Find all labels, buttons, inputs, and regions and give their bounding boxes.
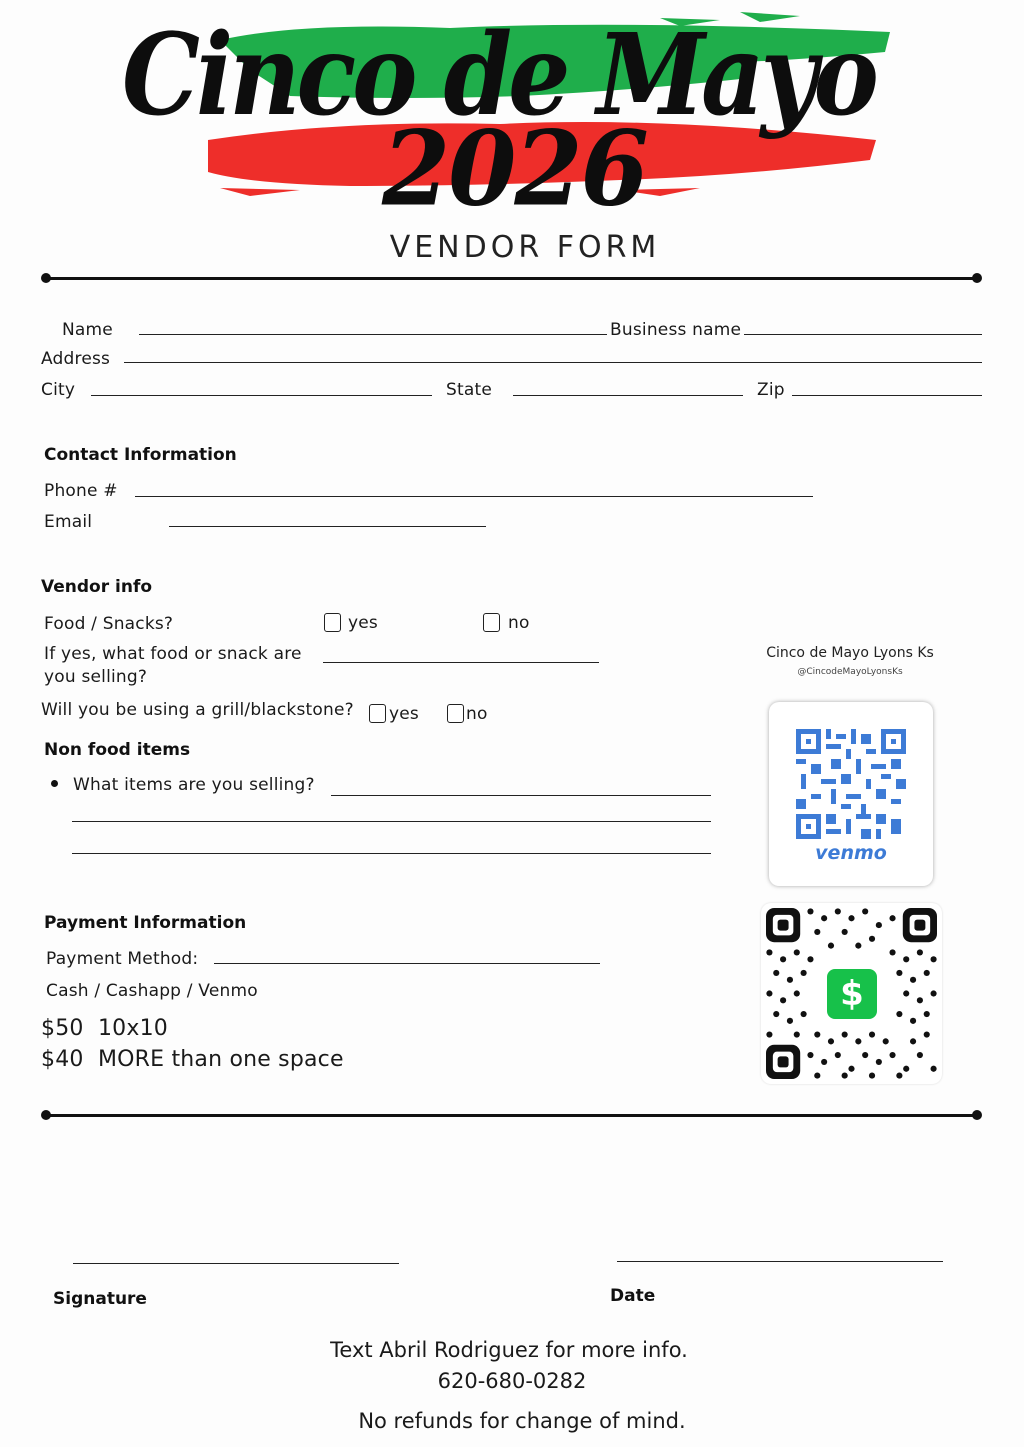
zip-label: Zip [757, 380, 785, 400]
email-label: Email [44, 512, 93, 532]
vendor-heading: Vendor info [41, 577, 153, 597]
zip-field[interactable] [792, 395, 982, 396]
payment-method-label: Payment Method: [46, 949, 199, 969]
signature-field[interactable] [73, 1263, 399, 1264]
top-divider [46, 277, 976, 280]
city-label: City [41, 380, 76, 400]
bottom-divider-left-dot [41, 1110, 51, 1120]
food-no-checkbox[interactable] [483, 613, 500, 632]
cashapp-logo [827, 969, 877, 1019]
cashapp-qr-card[interactable] [761, 903, 942, 1084]
food-yes-checkbox[interactable] [324, 613, 341, 632]
title-line-1: Cinco de Mayo [122, 9, 875, 142]
food-question: Food / Snacks? [44, 614, 174, 634]
venmo-qr-card[interactable] [769, 702, 933, 886]
contact-heading: Contact Information [44, 445, 237, 465]
nonfood-field-1[interactable] [331, 795, 711, 796]
cashapp-dollar-icon: $ [840, 974, 864, 1014]
address-field[interactable] [124, 362, 982, 363]
nonfood-question: What items are you selling? [73, 775, 315, 795]
title-banner [100, 0, 900, 240]
grill-no-label: no [466, 704, 488, 724]
phone-field[interactable] [135, 496, 813, 497]
bottom-divider [46, 1114, 976, 1117]
payment-methods-text: Cash / Cashapp / Venmo [46, 981, 258, 1001]
title-line-2: 2026 [382, 109, 647, 230]
venmo-qr-code-icon [796, 729, 906, 839]
business-name-label: Business name [610, 320, 742, 340]
org-handle: @CincodeMayoLyonsKs [797, 667, 903, 677]
nonfood-field-3[interactable] [72, 853, 711, 854]
top-divider-left-dot [41, 273, 51, 283]
nonfood-heading: Non food items [44, 740, 191, 760]
grill-no-checkbox[interactable] [447, 704, 464, 723]
food-yes-label: yes [348, 613, 378, 633]
business-name-field[interactable] [744, 334, 982, 335]
date-label: Date [610, 1286, 656, 1306]
state-field[interactable] [513, 395, 743, 396]
phone-label: Phone # [44, 481, 118, 501]
state-label: State [446, 380, 492, 400]
address-label: Address [41, 349, 111, 369]
name-field[interactable] [139, 334, 607, 335]
bottom-divider-right-dot [972, 1110, 982, 1120]
food-followup-label-2: you selling? [44, 667, 148, 687]
date-field[interactable] [617, 1261, 943, 1262]
footer-contact-text: Text Abril Rodriguez for more info. [330, 1338, 688, 1362]
venmo-label: venmo [815, 842, 887, 864]
payment-heading: Payment Information [44, 913, 247, 933]
form-subtitle: VENDOR FORM [389, 230, 661, 265]
grill-yes-label: yes [389, 704, 419, 724]
payment-method-field[interactable] [214, 963, 600, 964]
footer-phone: 620-680-0282 [437, 1369, 587, 1393]
bullet-icon [51, 780, 58, 787]
top-divider-right-dot [972, 273, 982, 283]
grill-yes-checkbox[interactable] [369, 704, 386, 723]
nonfood-field-2[interactable] [72, 821, 711, 822]
food-no-label: no [508, 613, 530, 633]
food-followup-label-1: If yes, what food or snack are [44, 644, 302, 664]
grill-question: Will you be using a grill/blackstone? [41, 700, 354, 720]
signature-label: Signature [53, 1289, 147, 1309]
price-multiple-spaces: $40 MORE than one space [41, 1047, 344, 1072]
food-followup-field[interactable] [323, 662, 599, 663]
name-label: Name [62, 320, 113, 340]
org-name: Cinco de Mayo Lyons Ks [766, 645, 934, 661]
footer-refund-policy: No refunds for change of mind. [358, 1409, 686, 1433]
city-field[interactable] [91, 395, 432, 396]
email-field[interactable] [169, 526, 486, 527]
price-single-space: $50 10x10 [41, 1016, 168, 1041]
